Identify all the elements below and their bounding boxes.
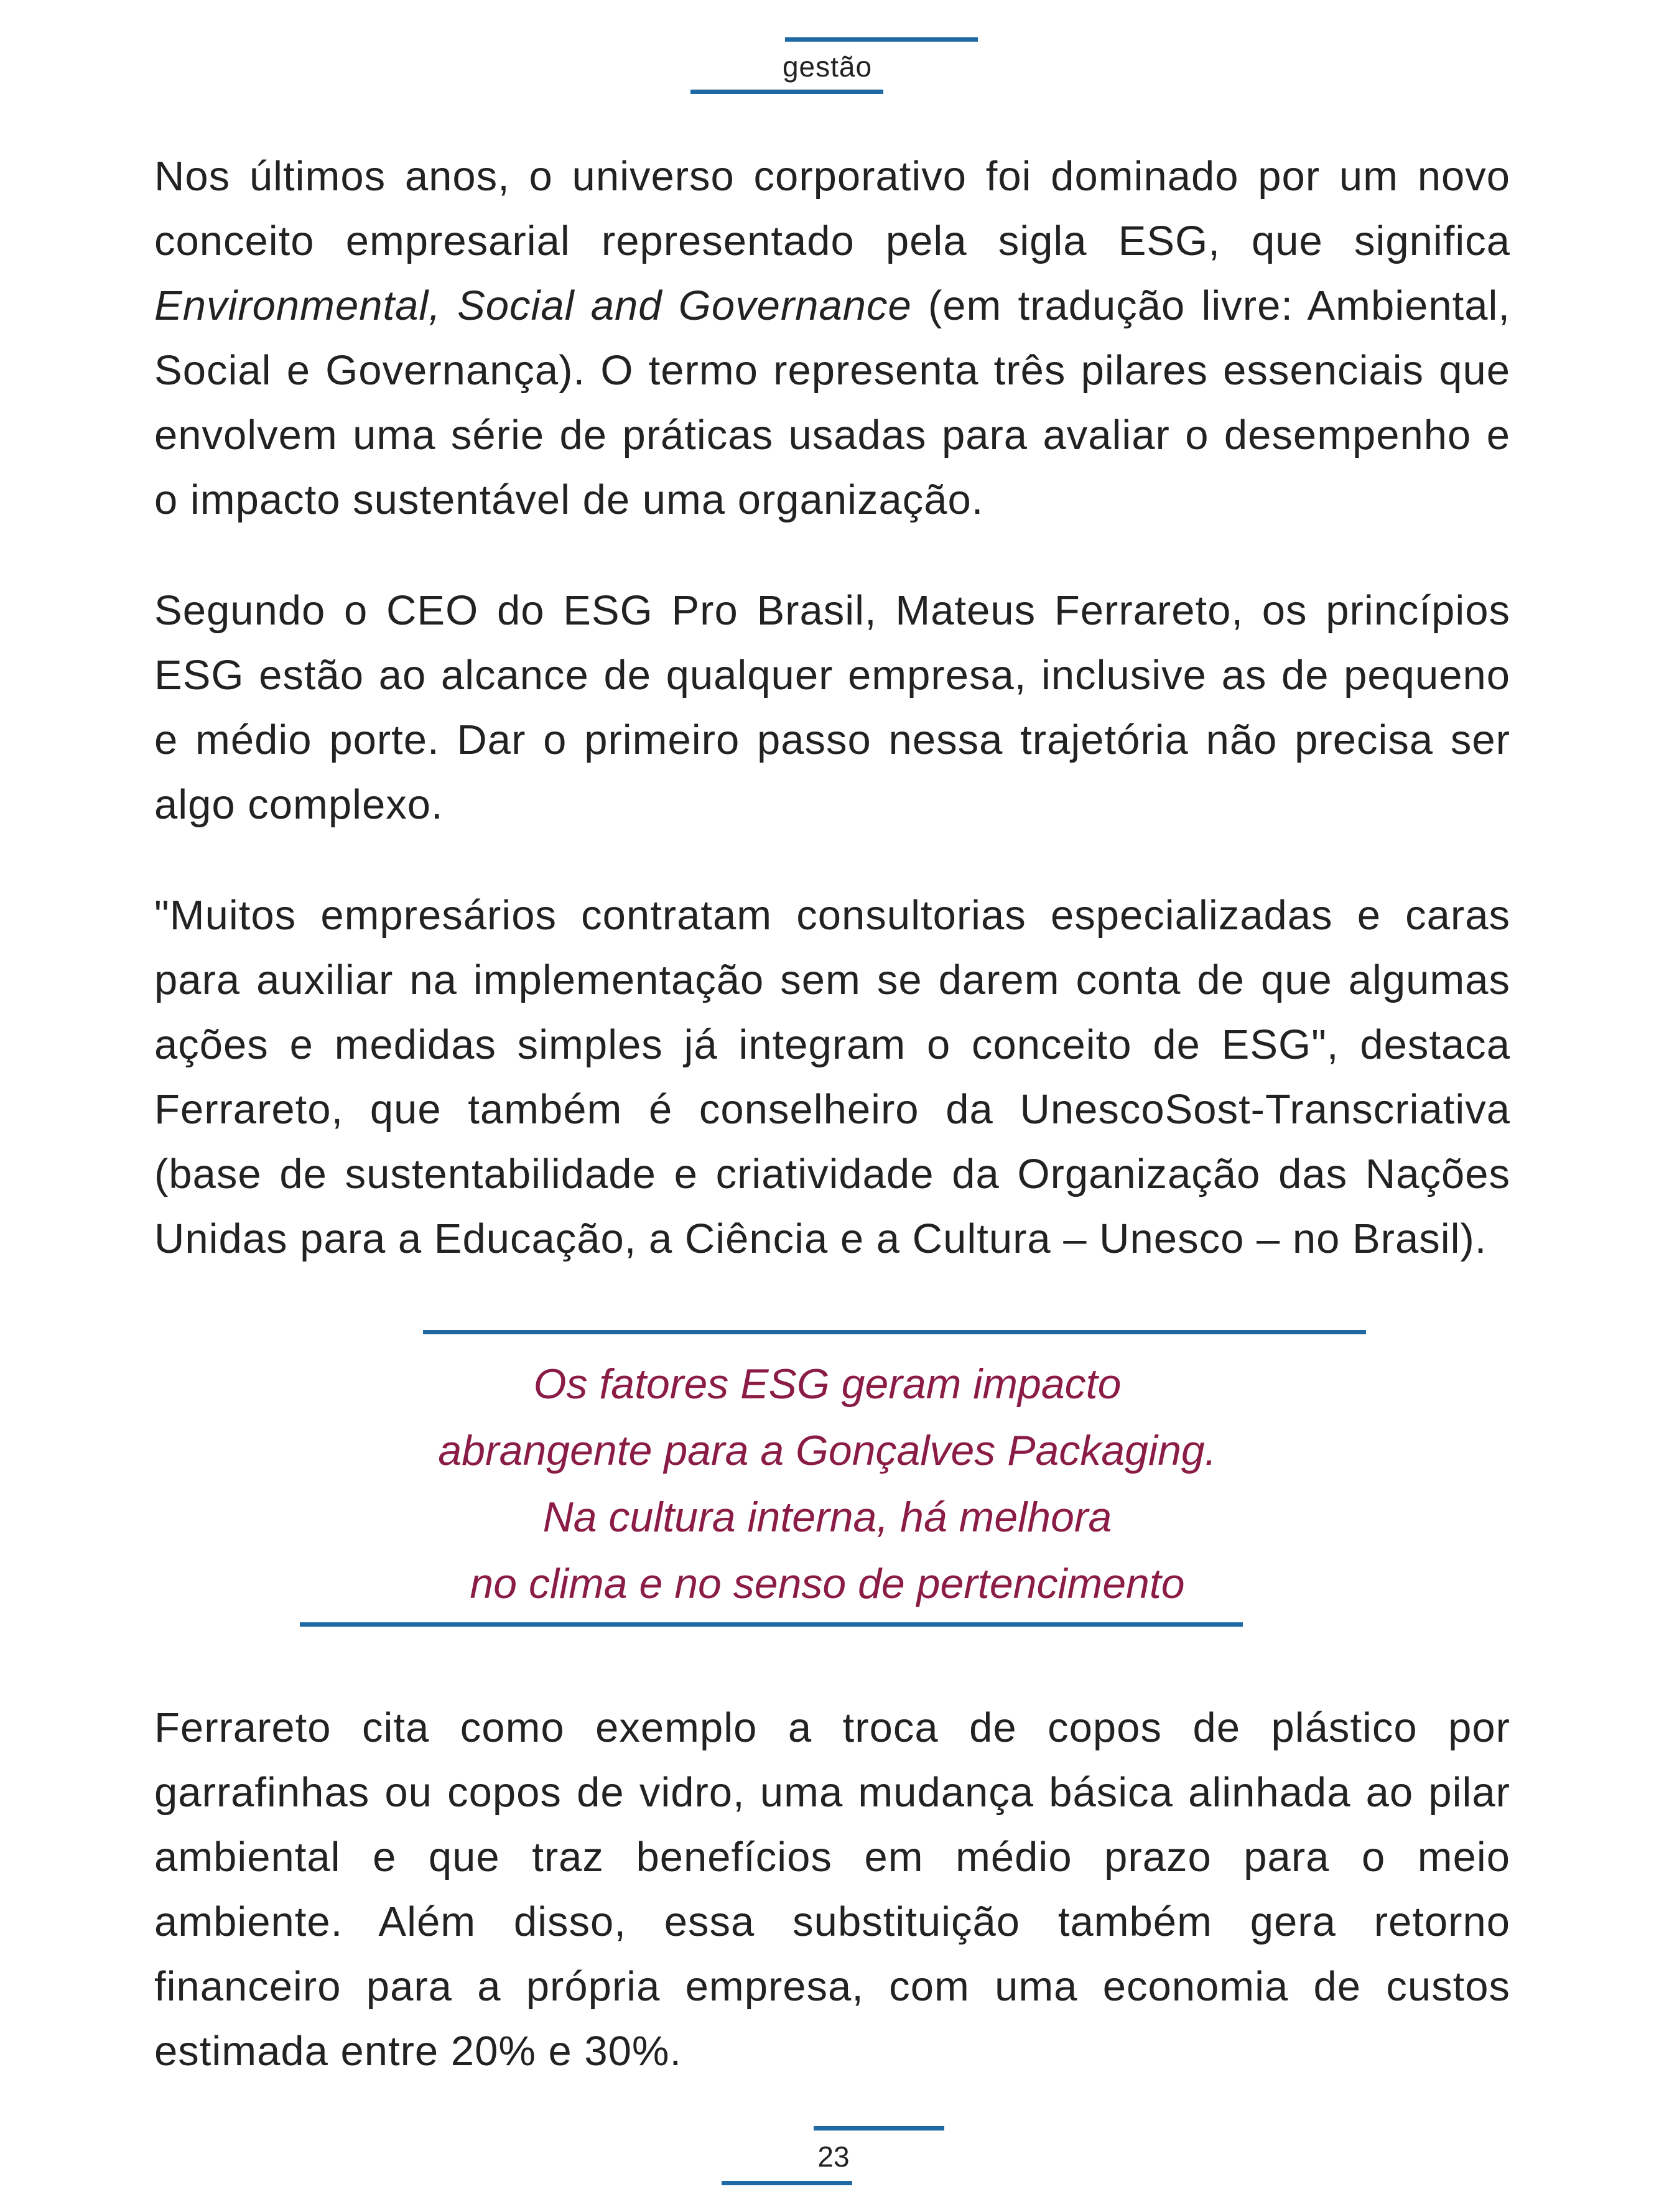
pullquote-line: no clima e no senso de pertencimento xyxy=(470,1560,1185,1607)
pullquote-line: Os fatores ESG geram impacto xyxy=(533,1360,1122,1408)
section-label: gestão xyxy=(782,50,873,83)
paragraph-1-lead: Nos últimos anos, o universo corporativo foi dominado por um novo conceito empresarial representado pela sigla ESG, que significa xyxy=(154,153,1510,264)
page-number: 23 xyxy=(817,2140,850,2173)
paragraph-2: Segundo o CEO do ESG Pro Brasil, Mateus Ferrareto, os princípios ESG estão ao alcance de qualquer empresa, inclusive as de pequeno e médio porte. Dar o primeiro passo nessa trajetória não precisa ser algo complexo. xyxy=(154,587,1510,828)
paragraph-1-tail: (em tradução livre: Ambiental, Social e Governança). O termo representa três pilares essenciais que envolvem uma série de práticas usadas para avaliar o desempenho e o impacto sustentável de uma organização. xyxy=(154,282,1510,523)
pullquote-line: abrangente para a Gonçalves Packaging. xyxy=(438,1427,1217,1474)
paragraph-1 xyxy=(154,144,1510,532)
paragraph-1-italic-term: Environmental, Social and Governance xyxy=(154,282,912,329)
header-rule-bottom xyxy=(690,90,883,94)
footer-rule-top xyxy=(814,2126,944,2131)
pullquote-rule-top xyxy=(423,1330,1366,1334)
footer-rule-bottom xyxy=(722,2181,852,2185)
paragraph-4: Ferrareto cita como exemplo a troca de copos de plástico por garrafinhas ou copos de vidro, uma mudança básica alinhada ao pilar ambiental e que traz benefícios em médio prazo para o meio ambiente. Além disso, essa substituição também gera retorno financeiro para a própria empresa, com uma economia de custos estimada entre 20% e 30%. xyxy=(154,1704,1510,2075)
paragraph-3: "Muitos empresários contratam consultorias especializadas e caras para auxiliar na implementação sem se darem conta de que algumas ações e medidas simples já integram o conceito de ESG", destaca Ferrareto, que também é conselheiro da UnescoSost-Transcriativa (base de sustentabilidade e criatividade da Organização das Nações Unidas para a Educação, a Ciência e a Cultura – Unesco – no Brasil). xyxy=(154,892,1510,1262)
pullquote-line: Na cultura interna, há melhora xyxy=(542,1494,1112,1541)
header-rule-top xyxy=(785,37,978,42)
pullquote-rule-bottom xyxy=(300,1622,1243,1627)
pullquote xyxy=(348,1351,1306,1617)
